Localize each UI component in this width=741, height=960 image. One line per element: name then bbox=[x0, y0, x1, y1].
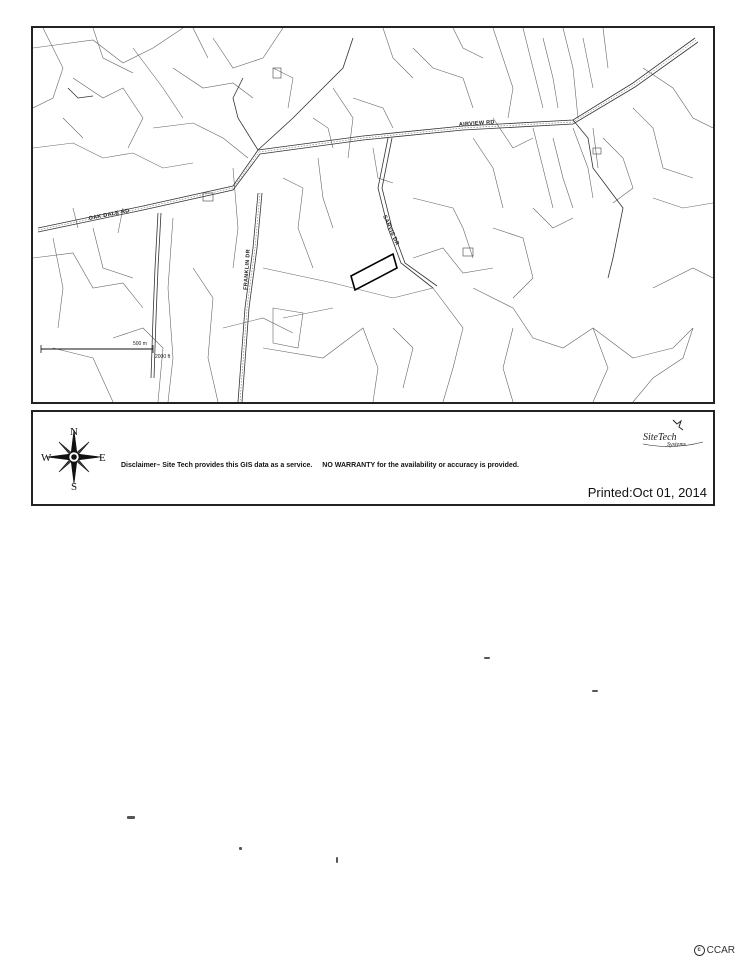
copyright-icon: c bbox=[694, 945, 705, 956]
scan-speck bbox=[592, 690, 598, 692]
compass-w: W bbox=[41, 452, 52, 464]
scan-speck bbox=[127, 816, 135, 819]
compass-s: S bbox=[71, 481, 78, 490]
scan-speck bbox=[336, 857, 338, 863]
scan-speck bbox=[484, 657, 490, 659]
road-label-franklin: FRANKLIN DR bbox=[243, 248, 252, 291]
compass-e: E bbox=[99, 452, 106, 464]
logo-sub-text: Systems bbox=[667, 442, 686, 448]
parcel-map-drawing bbox=[33, 28, 713, 402]
subject-parcel bbox=[351, 254, 397, 290]
disclaimer-part-1: Disclaimer– Site Tech provides this GIS data as a service. bbox=[121, 462, 313, 469]
compass-n: N bbox=[70, 426, 78, 438]
ccar-watermark bbox=[694, 945, 735, 956]
road-label-airview: AIRVIEW RD bbox=[458, 119, 495, 128]
legend-panel bbox=[31, 410, 715, 506]
road-label-sarvis: SARVIS DR bbox=[381, 214, 400, 247]
scale-meters: 500 m bbox=[133, 341, 147, 347]
sitetech-logo bbox=[623, 418, 709, 458]
scale-feet: 2000 ft bbox=[155, 354, 171, 360]
printed-date: Printed:Oct 01, 2014 bbox=[587, 485, 707, 500]
compass-rose-icon bbox=[41, 424, 107, 490]
road-texture bbox=[38, 40, 696, 402]
road-lines bbox=[38, 38, 698, 402]
watermark-text: CCAR bbox=[706, 945, 735, 956]
logo-main-text: SiteTech bbox=[643, 432, 677, 443]
scan-speck bbox=[239, 847, 242, 850]
disclaimer-part-2: NO WARRANTY for the availability or accuracy is provided. bbox=[322, 462, 519, 469]
road-label-oak-dale: OAK DALE RD bbox=[88, 208, 131, 222]
gis-map bbox=[31, 26, 715, 404]
disclaimer bbox=[121, 462, 519, 469]
